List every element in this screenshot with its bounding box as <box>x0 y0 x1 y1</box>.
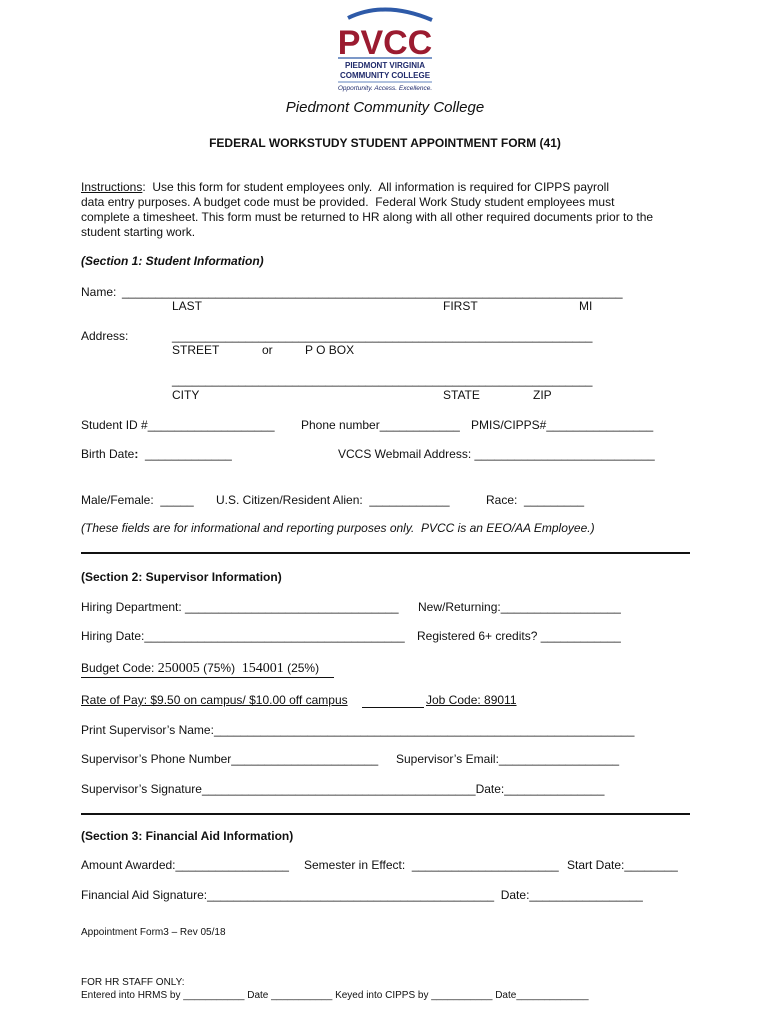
budget-percent-1: (75%) <box>199 661 242 675</box>
informational-note: (These fields are for informational and reporting purposes only. PVCC is an EEO/AA Employee.) <box>81 521 595 535</box>
hiring-department-field[interactable]: Hiring Department: ________________________________ <box>81 600 399 614</box>
po-box-caption: P O BOX <box>305 343 355 357</box>
hiring-date-field[interactable]: Hiring Date:_______________________________________ <box>81 629 405 643</box>
last-name-caption: LAST <box>172 299 203 313</box>
hr-entry-line[interactable]: Entered into HRMS by ___________ Date ___________ Keyed into CIPPS by ___________ Date_____________ <box>81 990 589 1001</box>
or-caption: or <box>262 343 273 357</box>
budget-code-underline <box>81 677 334 678</box>
logo-name-line1: PIEDMONT VIRGINIA <box>344 61 426 70</box>
instructions-text-1: : Use this form for student employees only. All information is required for CIPPS payroll <box>142 180 609 194</box>
logo-acronym: PVCC <box>337 24 433 62</box>
hr-staff-only-label: FOR HR STAFF ONLY: <box>81 977 185 988</box>
state-caption: STATE <box>443 388 480 402</box>
pmis-cipps-field[interactable]: PMIS/CIPPS#________________ <box>471 418 654 432</box>
address-label: Address: <box>81 329 129 343</box>
form-revision: Appointment Form3 – Rev 05/18 <box>81 927 226 938</box>
pvcc-logo <box>330 6 440 94</box>
instructions-line-1 <box>81 181 609 193</box>
section-2-title: (Section 2: Supervisor Information) <box>81 570 282 584</box>
middle-initial-caption: MI <box>579 299 593 313</box>
start-date-field[interactable]: Start Date:________ <box>567 858 678 872</box>
supervisor-phone-field[interactable]: Supervisor’s Phone Number______________________ <box>81 752 379 766</box>
name-field[interactable]: ___________________________________________________________________________ <box>122 285 623 299</box>
birth-date-field[interactable] <box>81 448 232 460</box>
male-female-field[interactable]: Male/Female: _____ <box>81 493 194 507</box>
budget-percent-2: (25%) <box>283 661 320 675</box>
logo-arc <box>348 9 432 20</box>
registered-credits-field[interactable]: Registered 6+ credits? ____________ <box>417 629 621 643</box>
amount-awarded-field[interactable]: Amount Awarded:_________________ <box>81 858 289 872</box>
print-supervisor-name-field[interactable]: Print Supervisor’s Name:_______________________________________________________________ <box>81 723 635 737</box>
budget-code-label: Budget Code: <box>81 661 158 675</box>
rate-of-pay: Rate of Pay: $9.50 on campus/ $10.00 off campus <box>81 693 348 707</box>
phone-number-field[interactable]: Phone number____________ <box>301 418 460 432</box>
first-name-caption: FIRST <box>443 299 478 313</box>
race-field[interactable]: Race: _________ <box>486 493 585 507</box>
city-caption: CITY <box>172 388 200 402</box>
birth-date-line: _____________ <box>145 447 232 461</box>
semester-in-effect-field[interactable]: Semester in Effect: ______________________ <box>304 858 559 872</box>
student-id-field[interactable]: Student ID #___________________ <box>81 418 275 432</box>
city-state-zip-field[interactable]: _______________________________________________________________ <box>172 373 593 387</box>
supervisor-email-field[interactable]: Supervisor’s Email:__________________ <box>396 752 620 766</box>
birth-date-colon: : <box>134 447 139 461</box>
new-returning-field[interactable]: New/Returning:__________________ <box>418 600 621 614</box>
citizenship-field[interactable]: U.S. Citizen/Resident Alien: ____________ <box>216 493 450 507</box>
section-divider-1 <box>81 552 690 554</box>
logo-name-line2: COMMUNITY COLLEGE <box>339 71 431 80</box>
job-code: Job Code: 89011 <box>426 693 517 707</box>
section-divider-2 <box>81 813 690 815</box>
section-1-title: (Section 1: Student Information) <box>81 254 264 268</box>
pvcc-logo-graphic <box>330 6 440 94</box>
instructions-line-2: data entry purposes. A budget code must be provided. Federal Work Study student employees must <box>81 195 615 209</box>
budget-code-line <box>81 662 319 676</box>
street-address-field[interactable]: _______________________________________________________________ <box>172 329 593 343</box>
form-title: FEDERAL WORKSTUDY STUDENT APPOINTMENT FORM (41) <box>209 136 561 150</box>
college-name: Piedmont Community College <box>285 99 485 116</box>
zip-caption: ZIP <box>533 388 552 402</box>
section-3-title: (Section 3: Financial Aid Information) <box>81 829 294 843</box>
instructions-label: Instructions <box>81 180 143 194</box>
budget-code-2: 154001 <box>241 661 284 676</box>
rate-of-pay-underline-gap <box>362 707 424 708</box>
supervisor-signature-field[interactable]: Supervisor’s Signature_________________________________________Date:_______________ <box>81 782 605 796</box>
logo-tagline: Opportunity. Access. Excellence. <box>337 85 433 92</box>
budget-code-1: 250005 <box>157 661 200 676</box>
financial-aid-signature-field[interactable]: Financial Aid Signature:___________________________________________ Date:_________________ <box>81 888 643 902</box>
street-caption: STREET <box>172 343 220 357</box>
name-label: Name: <box>81 285 117 299</box>
birth-date-label: Birth Date <box>81 447 135 461</box>
instructions-line-3: complete a timesheet. This form must be returned to HR along with all other required documents prior to the <box>81 210 654 224</box>
instructions-line-4: student starting work. <box>81 225 196 239</box>
vccs-webmail-field[interactable]: VCCS Webmail Address: ___________________________ <box>338 447 655 461</box>
